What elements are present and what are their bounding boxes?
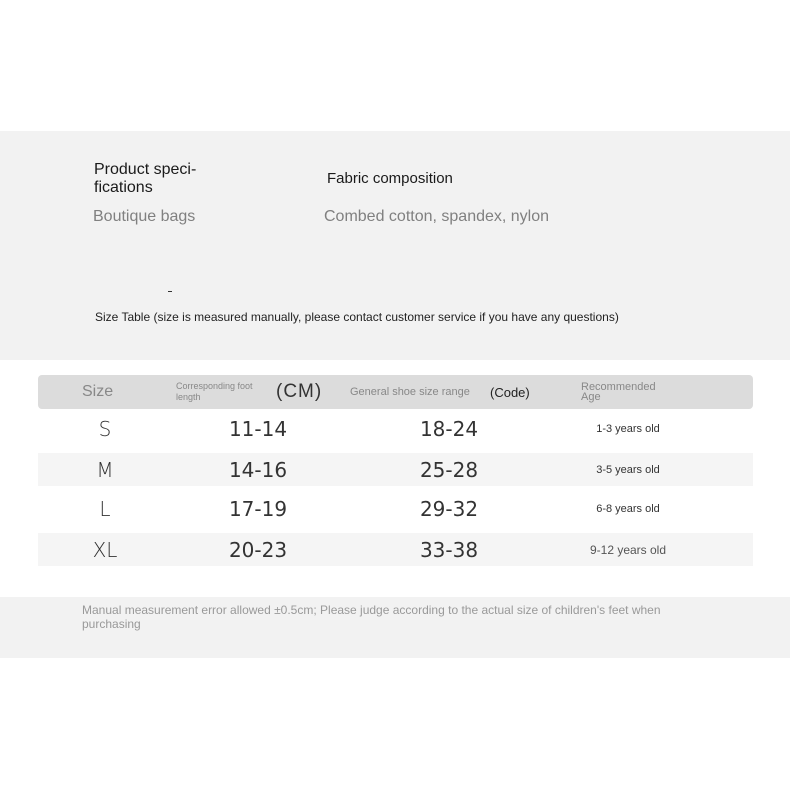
size-table-note: Size Table (size is measured manually, please contact customer service if you have any questions)	[95, 310, 619, 324]
cell-foot-length: 17-19	[228, 497, 288, 521]
table-row	[38, 533, 753, 566]
cell-shoe-range: 25-28	[419, 457, 479, 482]
measurement-note: Manual measurement error allowed ±0.5cm; Please judge according to the actual size of children's feet when purchasing	[82, 603, 661, 631]
spec-value-product: Boutique bags	[93, 208, 196, 225]
cell-size: L	[99, 497, 111, 521]
cell-foot-length: 20-23	[228, 537, 288, 562]
product-spec-panel	[0, 131, 790, 360]
header-code-unit: (Code)	[490, 384, 530, 400]
cell-shoe-range: 29-32	[419, 497, 479, 521]
cell-age: 9-12 years old	[589, 542, 667, 557]
spec-heading-fabric: Fabric composition	[327, 170, 453, 187]
cell-shoe-range: 33-38	[419, 537, 479, 562]
cell-age: 3-5 years old	[596, 463, 660, 476]
cell-size: XL	[92, 537, 118, 562]
header-shoe-range: General shoe size range	[350, 386, 470, 398]
header-size: Size	[82, 383, 114, 400]
spec-value-fabric: Combed cotton, spandex, nylon	[324, 208, 550, 225]
cell-foot-length: 11-14	[228, 417, 288, 441]
cell-shoe-range: 18-24	[419, 417, 479, 441]
table-row	[38, 453, 753, 486]
cell-size: S	[98, 417, 112, 441]
size-table	[38, 375, 753, 569]
table-row	[38, 409, 753, 449]
cell-age: 1-3 years old	[596, 423, 660, 435]
spec-heading-product: Product speci-fications	[94, 161, 197, 196]
measurement-note-panel	[0, 597, 790, 658]
size-table-header	[38, 375, 753, 409]
table-row	[38, 489, 753, 529]
header-recommended-age: Recommended Age	[581, 381, 656, 403]
header-foot-length: Corresponding foot length	[176, 381, 253, 402]
divider-dash	[168, 291, 172, 292]
header-cm-unit: (CM)	[276, 381, 323, 402]
cell-size: M	[96, 457, 114, 482]
cell-foot-length: 14-16	[228, 457, 288, 482]
cell-age: 6-8 years old	[596, 503, 660, 515]
